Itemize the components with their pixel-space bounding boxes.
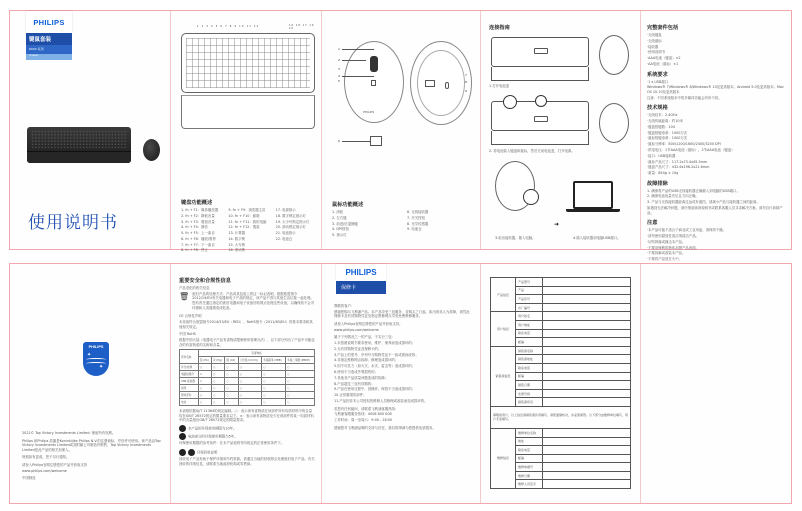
bottom-sheet xyxy=(9,263,792,504)
cell: ○ xyxy=(238,371,262,378)
rohs-col-header: 多溴二苯醚 (PBDE) xyxy=(286,357,315,364)
cell: ○ xyxy=(211,378,224,385)
leader-line xyxy=(342,60,366,61)
cell: ○ xyxy=(262,371,286,378)
tech-item: ·鼠标产品尺寸：117.2x73.4x45.5mm xyxy=(647,159,708,164)
callout-number: 4 xyxy=(338,74,340,78)
palm-rest-back xyxy=(491,67,589,81)
system-item: ·1 x USB端口 xyxy=(647,79,669,84)
mouse-brand: PHILIPS xyxy=(363,110,375,114)
cell: ○ xyxy=(198,399,211,406)
spec-change-note: 规格如有更改，恕不另行通知。 xyxy=(22,455,70,460)
rohs-text: 根据中国大陆《电器电子产品有害物质限制使用管理办法》，以下部分列出了产品中可能包含的有害物质的名称和含量。 xyxy=(179,338,315,347)
philips-shield-logo xyxy=(83,342,109,376)
fn-item: 16. 滚动锁 xyxy=(228,248,245,253)
field-value[interactable] xyxy=(543,389,631,398)
palm-rest-drawing xyxy=(181,95,315,129)
package-item: ·接收器 xyxy=(647,44,659,49)
fn-item: 18. 数字锁定指示灯 xyxy=(275,213,306,218)
fn-item: 3. fn + F3：增加音量 xyxy=(181,219,215,224)
rohs-col-header: 镉 (Cd) xyxy=(225,357,238,364)
fn-item: 13. 计算器 xyxy=(228,231,245,236)
exclusion-item: 9.产品在使用过程中，因操作、保管不当造成损坏的； xyxy=(334,387,416,392)
field-label: 邮编 xyxy=(516,372,543,381)
trouble-heading: 故障排除 xyxy=(647,180,668,187)
field-value[interactable] xyxy=(543,329,631,338)
warranty-card-table xyxy=(490,277,631,489)
recycle-title: 环保回收说明 xyxy=(197,450,218,455)
laptop-screen-drawing xyxy=(573,181,613,209)
cell: ○ xyxy=(262,392,286,399)
fn-item: 22. 电池仓 xyxy=(275,236,293,241)
package-list xyxy=(647,33,787,67)
product-name: 键鼠套装 xyxy=(26,33,72,45)
fn-item: 5. fn + F5：上一曲目 xyxy=(181,231,215,236)
cell: ○ xyxy=(225,399,238,406)
keyboard-photo xyxy=(27,127,131,163)
field-label: 用户地址 xyxy=(516,320,543,329)
exclusion-item: 4.非指定维修网点拆卸、修理造成损坏的； xyxy=(334,358,399,363)
fn-item: 21. 电池指示 xyxy=(275,231,296,236)
field-value[interactable] xyxy=(543,346,631,355)
fn-item: 7. fn + F7：下一曲目 xyxy=(181,242,215,247)
fn-item: 19. 大小写锁定指示灯 xyxy=(275,219,310,224)
field-value[interactable] xyxy=(543,372,631,381)
field-value[interactable] xyxy=(543,278,631,287)
weee-title: 产品旧化的相关信息 xyxy=(179,286,210,290)
cell: × xyxy=(198,371,211,378)
fn-item: 17. 电源指示 xyxy=(275,208,296,212)
field-label: 用户姓名 xyxy=(516,312,543,321)
notice-heading: 注意 xyxy=(647,220,658,227)
callout-number: 3 xyxy=(338,67,340,71)
field-label: 产品 xyxy=(516,286,543,295)
cell: ○ xyxy=(286,364,315,371)
field-label: 销售日期 xyxy=(516,381,543,390)
cell: ○ xyxy=(225,378,238,385)
fn-item: 4. fn + F4：静音 xyxy=(181,225,208,230)
field-label: 产品型号 xyxy=(516,278,543,287)
cell: USB 接收器 xyxy=(180,378,199,385)
exclusions-title: 属于下列情况之一的产品，不实行三包： xyxy=(334,335,396,340)
warranty-title: 保修卡 xyxy=(336,281,386,294)
field-label: 销售商印章 xyxy=(516,398,543,407)
cell: ○ xyxy=(262,364,286,371)
field-label: 联系电话 xyxy=(516,446,543,455)
cell: ○ xyxy=(262,385,286,392)
cell: ○ xyxy=(238,392,262,399)
mouse-fn-item: 3. 前进/后退侧键 xyxy=(332,221,358,226)
package-item: ·无线键盘 xyxy=(647,33,662,37)
mouse-top-drawing xyxy=(344,41,404,123)
field-value[interactable] xyxy=(543,312,631,321)
fn-item: 20. 滚动锁定指示灯 xyxy=(275,225,306,230)
warranty-panel xyxy=(322,264,480,503)
keyboard-functions xyxy=(181,199,315,254)
table-note: 尊敬的用户，以上信息请销售商负责填写，请您谨慎核对，并妥善保管。以下部分由维修单位填写，用户无需填写。 xyxy=(491,406,631,428)
cell: ○ xyxy=(286,378,315,385)
step-4-caption: 4.插入接收器到电脑USB端口。 xyxy=(573,236,621,240)
trouble-item: 2. 确保电池电量充足且方向正确。 xyxy=(647,194,699,199)
field-value[interactable] xyxy=(543,437,631,446)
group-label: 产品信息 xyxy=(491,278,516,312)
battery-zoom-circle xyxy=(503,95,517,109)
visit-text: 请登入Philips官网注册您的产品并获取支持。 xyxy=(334,321,403,326)
tech-item: ·键盘按键数：104 xyxy=(647,124,675,129)
trouble-list xyxy=(647,189,787,216)
mouse-fn-item: 5. 指示灯 xyxy=(332,233,347,238)
quick-start-panel xyxy=(481,11,640,249)
copyright-text: 2021© Top Victory Investments Limited. 保留所有权利。 xyxy=(22,431,116,435)
field-value[interactable] xyxy=(543,428,631,437)
rohs-col-header: 六价铬 (Cr(VI)) xyxy=(238,357,262,364)
closing-text: 感谢您对飞利浦品牌的支持与信任，我们将竭诚为您提供优质服务。 xyxy=(334,425,436,430)
fn-item: 8. fn + F8：停止 xyxy=(181,248,208,253)
step-1-caption: 1.打开电池盖 xyxy=(489,84,510,88)
cell: ○ xyxy=(211,364,224,371)
efup-text: 本产品的环保使用期限为10年。 xyxy=(188,426,237,431)
cell: 电池 xyxy=(180,399,199,406)
star-icon: ✦ xyxy=(87,352,92,358)
cell: ○ xyxy=(198,392,211,399)
package-item: ·AA电池（鼠标）×1 xyxy=(647,61,679,66)
hotline-text: 飞利浦客服服务热线：4008 800 008 xyxy=(334,412,392,417)
tech-item: ·鼠标分辨率：800/1200/1600/2400/3200 DPI xyxy=(647,142,721,147)
top-sheet xyxy=(9,10,792,262)
mouse-bottom-small-2 xyxy=(599,103,629,143)
tech-heading: 技术规格 xyxy=(647,105,668,112)
tech-item: ·重量：854g ± 10g xyxy=(647,171,679,176)
field-label: 邮编 xyxy=(516,338,543,347)
back-cover-panel xyxy=(10,264,170,503)
warranty-badge xyxy=(336,264,386,294)
efup-10-icon xyxy=(179,425,186,432)
cell: ○ xyxy=(238,378,262,385)
rohs-col-header: 汞 (Hg) xyxy=(211,357,224,364)
tech-item: ·无线传输距离：约10米 xyxy=(647,119,683,124)
keyboard-panel xyxy=(171,11,321,253)
philips-url-link[interactable]: www.philips.com/welcome xyxy=(22,468,67,473)
notice-item: ·切勿摔落或撞击本产品。 xyxy=(647,239,686,244)
battery-compartment xyxy=(425,80,435,87)
package-heading: 完整套件包括 xyxy=(647,25,679,31)
philips-logo: PHILIPS xyxy=(26,11,72,33)
callout-number: 7 xyxy=(465,73,467,77)
efup-battery-text: 电池部分的环保使用期限为5年。 xyxy=(188,434,238,439)
mouse-functions xyxy=(332,201,474,239)
field-value[interactable] xyxy=(543,398,631,407)
step-2-caption: 2. 将电池装入键盘和鼠标，然后关闭电池盖，打开电源。 xyxy=(489,149,575,153)
mouse-fn-item: 1. 滚轮 xyxy=(332,210,344,214)
cell: ○ xyxy=(225,385,238,392)
fn-item: 10. fn + F10：邮箱 xyxy=(228,213,260,218)
mouse-panel xyxy=(322,11,480,249)
callout-number: 8 xyxy=(465,80,467,84)
field-value[interactable] xyxy=(543,286,631,295)
fn-item: 1. fn + F1：媒体播放器 xyxy=(181,208,219,212)
efup-note: 环保使用期限的参考条件：在本产品说明书所规定的正常使用条件下。 xyxy=(179,441,285,446)
step-3-caption: 3.取出接收器，插入电脑。 xyxy=(495,236,536,240)
tech-item: ·接口：USB接收器 xyxy=(647,153,676,158)
mouse-bottom-small xyxy=(599,35,629,75)
cell: ○ xyxy=(225,364,238,371)
group-label: 维修信息 xyxy=(491,428,516,488)
contact-text: 若您有任何疑问，请联系飞利浦客服热线： xyxy=(334,406,399,411)
cell: ○ xyxy=(225,392,238,399)
tech-item: ·鼠标按键寿命：1000万次 xyxy=(647,136,688,141)
exclusion-item: 6.使用不当造成外观损伤的； xyxy=(334,370,378,375)
table-row xyxy=(180,392,315,399)
field-label: 出厂编号 xyxy=(516,303,543,312)
cell: ○ xyxy=(238,399,262,406)
callout-number: 6 xyxy=(338,139,340,143)
laptop-base-drawing xyxy=(566,209,620,212)
rohs-group-header: 有害物质 xyxy=(198,350,314,357)
model-label: SPT6608 xyxy=(26,54,72,60)
series-label: 6000 系列 xyxy=(26,45,72,54)
table-row xyxy=(180,399,315,406)
cell: ○ xyxy=(211,385,224,392)
rohs-col-header: 铅 (Pb) xyxy=(198,357,211,364)
cell: 塑料部件 xyxy=(180,392,199,399)
cell: ○ xyxy=(238,385,262,392)
group-label: 销售商信息 xyxy=(491,346,516,406)
callout-number: 2 xyxy=(338,58,340,62)
cell: ○ xyxy=(286,371,315,378)
cover-title: 使用说明书 xyxy=(28,213,118,233)
usb-receiver-drawing xyxy=(370,136,382,146)
cell: ○ xyxy=(211,392,224,399)
made-in-label: 中国制造 xyxy=(22,476,36,481)
mouse-fn-item: 2. 左右键 xyxy=(332,215,347,220)
trouble-item: 3. 产品与无线接收器距离过远或有遮挡，请减小产品与接收器之间的距离。 xyxy=(647,200,760,205)
mouse-fn-item: 4. DPI按钮 xyxy=(332,227,349,232)
exclusion-item: 11.产品因非本公司授权的维修人员修理或改装而造成损坏的。 xyxy=(334,398,428,403)
field-value[interactable] xyxy=(543,480,631,489)
field-label: 联系电话 xyxy=(516,363,543,372)
receiver-zoom-circle xyxy=(523,189,539,205)
field-value[interactable] xyxy=(543,363,631,372)
palm-rest-back-2 xyxy=(491,131,589,145)
keyboard-callouts-right: 16 18 17 19 20 xyxy=(289,24,315,30)
star-icon: ✦ xyxy=(99,364,104,370)
cell: ○ xyxy=(198,364,211,371)
mouse-fn-item: 9. 电池仓 xyxy=(407,227,422,232)
table-row xyxy=(180,364,315,371)
leader-line xyxy=(342,49,374,50)
field-value[interactable] xyxy=(543,454,631,463)
system-item: Windows® 7/Windows® 8/Windows® 10及更高版本，Android 5.0及更高版本；Mac OS 10.10及更高版本 xyxy=(647,85,784,94)
cell: ○ xyxy=(262,378,286,385)
weee-text: 废旧产品的处理方式：产品或其包装上的这一标记表明，根据欧盟指令2012/19/EU有关电器和电子产品的规定，该产品不得与其他生活垃圾一起处理。您有责任通过指定的废旧电器和电子设备回收网点处理这些设备，以确保其不会对环境和人类健康造成危害。 xyxy=(192,291,315,310)
exclusion-item: 10.正常磨损的部件； xyxy=(334,393,367,398)
system-heading: 系统要求 xyxy=(647,71,668,78)
mouse-functions-heading: 鼠标功能概述 xyxy=(332,202,364,208)
philips-logo: PHILIPS xyxy=(336,264,386,281)
tech-item: ·键盘产品尺寸：432.6x196.2x21.6mm xyxy=(647,165,710,170)
system-list xyxy=(647,80,787,101)
philips-url-link[interactable]: www.philips.com/welcome xyxy=(334,327,379,332)
package-item: ·使用说明书 xyxy=(647,50,666,55)
scroll-wheel xyxy=(370,56,378,72)
exclusion-item: 2.无有效购物凭证及保修卡的； xyxy=(334,346,382,351)
ce-title: CE 合规性声明 xyxy=(179,314,202,319)
cell: ○ xyxy=(286,392,315,399)
field-value[interactable] xyxy=(543,320,631,329)
notice-list xyxy=(647,228,787,262)
blank-panel xyxy=(641,264,793,503)
fn-item: 14. 数字锁 xyxy=(228,236,245,241)
warranty-text xyxy=(334,304,472,431)
field-label: 销售商地址 xyxy=(516,355,543,364)
efup-5-icon xyxy=(179,433,186,440)
trouble-item: 如遇到无法解决问题，请仔细阅读该说明书或联系客服人员寻求解决方案。请勿自行拆卸产品。 xyxy=(647,206,783,215)
field-label: 联系电话 xyxy=(516,329,543,338)
exclusion-item: 1.未按照说明书要求使用、维护、保养而造成损坏的； xyxy=(334,341,416,346)
wheelie-bin-icon: 🗑 xyxy=(179,291,190,301)
field-value[interactable] xyxy=(543,446,631,455)
field-label: 邮编 xyxy=(516,454,543,463)
field-value[interactable] xyxy=(543,338,631,347)
cell: ○ xyxy=(262,399,286,406)
arrow-right-icon: ➜ xyxy=(554,221,560,228)
greeting: 尊敬的客户： xyxy=(334,304,355,308)
trademark-text: Philips 和Philips 盾徽是Koninklijke Philips N.V.的注册商标，并经许可使用。该产品由Top Victory Investments Limited或其附属公司制造并销售，Top Victory Investments Limited是此产品的相关担保人。 xyxy=(22,438,161,452)
exclusion-item: 5.因不可抗力（如火灾、水灾、雷击等）造成损坏的； xyxy=(334,364,416,369)
rohs-title: 中国 RoHS xyxy=(179,332,196,337)
field-value[interactable] xyxy=(543,355,631,364)
field-label: 维修单位名称 xyxy=(516,428,543,437)
notice-item: ·不要用锋利的物体刮擦产品表面。 xyxy=(647,245,699,250)
leader-line xyxy=(342,141,370,142)
rohs-col-header: 多溴联苯 (PBB) xyxy=(262,357,286,364)
notice-item: ·不要拆解或改装本产品。 xyxy=(647,251,686,256)
field-value[interactable] xyxy=(543,303,631,312)
cell: ○ xyxy=(225,371,238,378)
field-value[interactable] xyxy=(543,463,631,472)
power-switch xyxy=(445,82,449,89)
callout-number: 5 xyxy=(338,79,340,83)
shield-wordmark: PHILIPS xyxy=(88,345,104,349)
dpi-button xyxy=(371,80,376,86)
fn-item: 12. fn + F12：搜索 xyxy=(228,225,260,230)
mouse-fn-item: 6. 无线接收器 xyxy=(407,210,429,214)
tech-item: ·键盘按键寿命：1000万次 xyxy=(647,130,688,135)
cell: 线缆 xyxy=(180,385,199,392)
trouble-item: 1. 确保将产品的USB无线接收器正确插入到电脑的USB端口。 xyxy=(647,188,740,193)
mouse-fn-item: 8. 光学传感器 xyxy=(407,221,429,226)
rohs-notes: 本表格依据SJ/T 11364的规定编制。○：表示该有害物质在该部件所有均质材料中的含量均在GB/T 26572规定的限量要求以下。×：表示该有害物质至少在该部件的某一均质材料中的含量超出GB/T 26572规定的限量要求。 xyxy=(179,409,314,423)
field-value[interactable] xyxy=(543,381,631,390)
exclusion-item: 7.其他非产品质量问题造成的故障； xyxy=(334,375,389,380)
tech-item: ·供电电压：1节AAA电池（鼠标），2节AAA电池（键盘） xyxy=(647,147,735,152)
recycle-icon xyxy=(179,449,186,456)
table-row xyxy=(180,371,315,378)
tech-list xyxy=(647,113,787,175)
fn-item: 2. fn + F2：降低音量 xyxy=(181,213,215,218)
keyboard-line-drawing xyxy=(181,33,315,93)
ce-text: 本设备符合欧盟指令2014/53/EU（RED）、RoHS指令（2011/65/EU）的基本要求和其他相关规定。 xyxy=(179,320,313,329)
table-row xyxy=(180,385,315,392)
mouse-photo xyxy=(143,139,160,161)
field-value[interactable] xyxy=(543,295,631,304)
fn-item: 11. fn + F11：我的电脑 xyxy=(228,219,267,224)
switch-zoom-circle xyxy=(535,95,547,107)
keyboard-functions-heading: 键盘功能概述 xyxy=(181,200,213,206)
fn-item: 6. fn + F6：播放/暂停 xyxy=(181,236,216,241)
callout-number: 9 xyxy=(465,89,467,93)
mouse-fn-item: 7. 开关按钮 xyxy=(407,215,425,220)
fn-item: 9. fn + F9：浏览器主页 xyxy=(228,208,266,212)
register-text: 请登入Philips官网注册您的产品并获取支持 xyxy=(22,462,88,467)
table-row xyxy=(180,378,315,385)
notice-item: ·请勿使用腐蚀性清洁剂清洁产品。 xyxy=(647,233,699,238)
package-item: ·AAA电池（键盘）×2 xyxy=(647,56,681,61)
field-label: 维修单据号 xyxy=(516,463,543,472)
cell: ○ xyxy=(286,399,315,406)
keyboard-callouts: 1 2 3 4 5 6 7 8 9 10 11 12 xyxy=(197,25,260,28)
cover-badge xyxy=(26,11,72,61)
cell: ○ xyxy=(286,385,315,392)
cell: ○ xyxy=(238,364,262,371)
field-label: 维修日期 xyxy=(516,471,543,480)
keyboard-back-drawing xyxy=(491,37,589,67)
hours-text: 工作时间：周一至周六：9:00 - 18:00 xyxy=(334,418,393,423)
specs-panel xyxy=(641,11,793,262)
cell: ○ xyxy=(211,399,224,406)
callout-number: 1 xyxy=(338,47,340,51)
field-label: 产品序号 xyxy=(516,295,543,304)
cell: × xyxy=(198,378,211,385)
field-value[interactable] xyxy=(543,471,631,480)
intro-text: 感谢您购买飞利浦产品。本产品享受三包服务，自购买之日起，如出现非人为故障，请凭此保修卡及有效购物凭证至指定维修网点享受免费维修服务。 xyxy=(334,309,470,319)
notice-item: ·不要将产品放在火中。 xyxy=(647,257,682,262)
quick-start-heading: 连接指南 xyxy=(489,25,510,31)
package-item: ·无线鼠标 xyxy=(647,38,662,43)
back-cover-text xyxy=(22,431,162,482)
system-item: 注意：不同系统版本中的多媒体功能会有所不同。 xyxy=(647,95,722,100)
warranty-card-panel xyxy=(481,264,640,503)
mouse-bottom-drawing xyxy=(410,41,472,125)
recycle-text: 回收电子产品有助于保护环境和节约资源。请通过当地的回收网点处理废旧电子产品。有关回收的详细信息，请联系当地政府机构或零售商。 xyxy=(179,457,315,466)
recycle-icon xyxy=(188,449,195,456)
leader-line xyxy=(342,76,374,77)
rohs-table xyxy=(179,349,315,406)
wave-icon xyxy=(86,358,106,361)
cell: ○ xyxy=(211,371,224,378)
field-label: 地址 xyxy=(516,437,543,446)
field-label: 销售商名称 xyxy=(516,346,543,355)
cover-panel xyxy=(10,11,170,249)
cell: 外壳/按键 xyxy=(180,364,199,371)
notice-item: ·本产品可能不适合于商业或工业用途，请保持干燥。 xyxy=(647,228,727,233)
field-label: 维修人员签字 xyxy=(516,480,543,489)
cell: ○ xyxy=(198,385,211,392)
exclusion-item: 3.产品上的型号、序列号与购物凭证不一致或被涂改的； xyxy=(334,352,419,357)
safety-heading: 重要安全和合规性信息 xyxy=(179,278,231,284)
field-label: 发票号码 xyxy=(516,389,543,398)
group-label: 用户信息 xyxy=(491,312,516,346)
tech-item: ·无线技术：2.4GHz xyxy=(647,113,678,118)
safety-panel xyxy=(171,264,321,503)
rohs-col-header: 部件名称 xyxy=(180,350,199,364)
fn-item: 15. 大写锁 xyxy=(228,242,245,247)
exclusion-item: 8.产品超过三包有效期的； xyxy=(334,381,375,386)
cell: 电路板组件 xyxy=(180,371,199,378)
